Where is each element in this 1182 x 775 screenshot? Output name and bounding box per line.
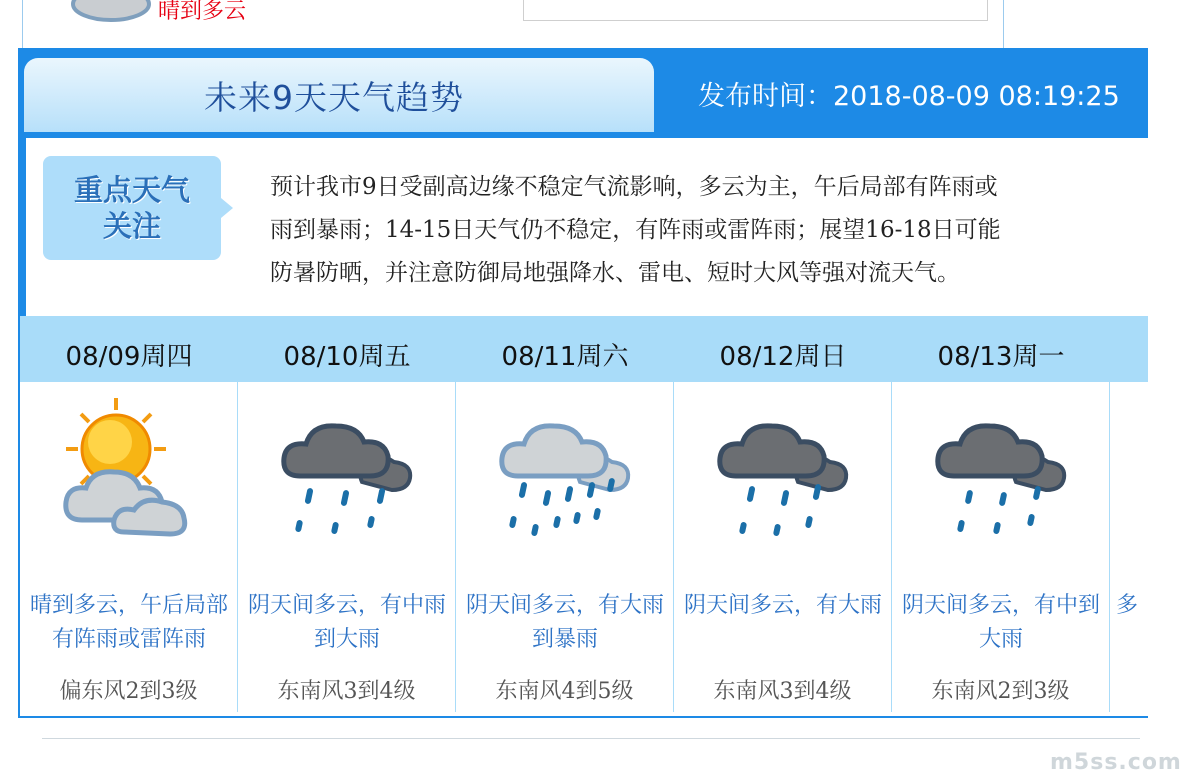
day-weather-desc: 多 (1116, 593, 1139, 618)
day-wind: 东南风3到4级 (713, 679, 852, 704)
day-header-row (20, 316, 1148, 382)
previous-day-strip (22, 0, 1004, 49)
notice-line: 防暑防晒，并注意防御局地强降水、雷电、短时大风等强对流天气。 (270, 260, 960, 286)
key-weather-notice (26, 138, 1148, 344)
badge-line-2: 关注 (102, 209, 161, 243)
panel-header (18, 48, 1148, 132)
heavy-rain-icon (490, 392, 640, 542)
sun-cloud-icon (54, 392, 204, 542)
day-cell[interactable] (20, 382, 239, 712)
previous-day-weather: 晴到多云 (158, 0, 247, 24)
day-date: 08/12周日 (719, 342, 847, 372)
day-cell-row (20, 382, 1148, 712)
day-wind: 东南风3到4级 (277, 679, 416, 704)
day-wind: 东南风4到5级 (495, 679, 634, 704)
info-box (523, 0, 988, 21)
cloud-icon (65, 0, 157, 24)
notice-line: 雨到暴雨；14-15日天气仍不稳定，有阵雨或雷阵雨；展望16-18日可能 (270, 217, 1001, 243)
day-weather-desc: 阴天间多云，有中雨到大雨 (247, 593, 446, 652)
watermark: m5ss.com (1050, 750, 1182, 775)
divider (42, 738, 1140, 739)
badge-line-1: 重点天气 (73, 173, 190, 207)
dark-rain-icon (926, 392, 1076, 542)
day-cell[interactable] (674, 382, 893, 712)
tab-title: 未来9天天气趋势 (204, 77, 464, 117)
notice-line: 预计我市9日受副高边缘不稳定气流影响，多云为主，午后局部有阵雨或 (270, 174, 998, 200)
day-cell[interactable] (1110, 382, 1150, 712)
publish-time: 发布时间：2018-08-09 08:19:25 (698, 81, 1120, 112)
dark-rain-icon (708, 392, 858, 542)
day-cell[interactable] (892, 382, 1111, 712)
day-wind: 东南风2到3级 (931, 679, 1070, 704)
key-weather-badge (43, 156, 221, 260)
day-date: 08/11周六 (501, 342, 629, 372)
day-weather-desc: 阴天间多云，有大雨到暴雨 (465, 593, 664, 652)
nine-day-forecast-panel (18, 48, 1148, 718)
notice-text (270, 166, 1170, 295)
day-weather-desc: 阴天间多云，有中到大雨 (901, 593, 1100, 652)
day-cell[interactable] (456, 382, 675, 712)
tab-nine-day-trend[interactable] (24, 58, 654, 132)
daily-forecast (20, 316, 1148, 716)
day-cell[interactable] (238, 382, 457, 712)
day-weather-desc: 晴到多云，午后局部有阵雨或雷阵雨 (29, 593, 228, 652)
day-date: 08/09周四 (65, 342, 193, 372)
moderate-rain-icon (272, 392, 422, 542)
day-wind: 偏东风2到3级 (59, 679, 198, 704)
day-date: 08/10周五 (283, 342, 411, 372)
day-date: 08/13周一 (937, 342, 1065, 372)
day-weather-desc: 阴天间多云，有大雨 (683, 593, 882, 618)
